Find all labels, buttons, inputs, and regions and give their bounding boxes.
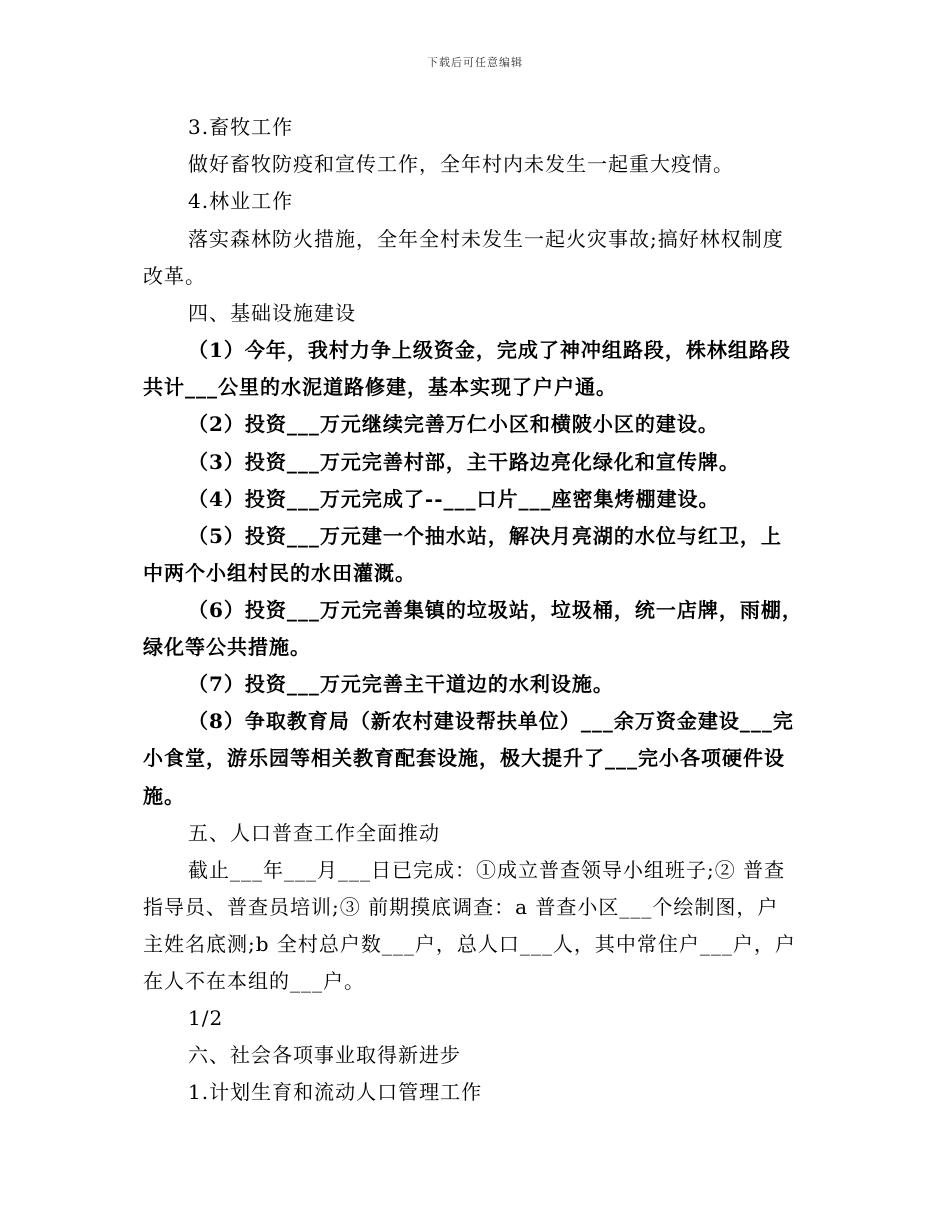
page-header: 下载后可任意编辑	[427, 56, 523, 69]
paragraph-line: （8）争取教育局（新农村建设帮扶单位）___余万资金建设___完	[188, 709, 794, 733]
page-number: 1/2	[188, 1006, 224, 1030]
paragraph-line: 改革。	[143, 264, 206, 288]
paragraph-line: 绿化等公共措施。	[143, 635, 311, 659]
heading-infrastructure: 四、基础设施建设	[188, 301, 356, 325]
paragraph-line: 主姓名底测;b 全村总户数___户，总人口___人，其中常住户___户，户	[143, 932, 796, 956]
heading-animal-husbandry: 3.畜牧工作	[188, 115, 294, 139]
paragraph-line: 在人不在本组的___户。	[143, 969, 365, 993]
heading-social-progress: 六、社会各项事业取得新进步	[188, 1043, 461, 1067]
paragraph-line: 指导员、普查员培训;③ 前期摸底调查：a 普查小区___个绘制图，户	[143, 895, 779, 919]
paragraph-line: （5）投资___万元建一个抽水站，解决月亮湖的水位与红卫，上	[188, 524, 782, 548]
paragraph-line: （7）投资___万元完善主干道边的水利设施。	[188, 672, 614, 696]
paragraph-line: 共计___公里的水泥道路修建，基本实现了户户通。	[143, 375, 617, 399]
paragraph-line: 截止___年___月___日已完成：①成立普查领导小组班子;② 普查	[188, 858, 786, 882]
paragraph-line: 小食堂，游乐园等相关教育配套设施，极大提升了___完小各项硬件设	[143, 746, 785, 770]
paragraph-line: （4）投资___万元完成了--___口片___座密集烤棚建设。	[188, 487, 720, 511]
heading-forestry: 4.林业工作	[188, 189, 294, 213]
paragraph-line: （1）今年，我村力争上级资金，完成了神冲组路段，株林组路段	[188, 338, 791, 362]
paragraph-line: 做好畜牧防疫和宣传工作，全年村内未发生一起重大疫情。	[188, 152, 734, 176]
heading-census: 五、人口普查工作全面推动	[188, 821, 440, 845]
paragraph-line: （3）投资___万元完善村部，主干路边亮化绿化和宣传牌。	[188, 450, 740, 474]
heading-family-planning: 1.计划生育和流动人口管理工作	[188, 1080, 483, 1104]
paragraph-line: 落实森林防火措施，全年全村未发生一起火灾事故;搞好林权制度	[188, 227, 784, 251]
paragraph-line: 施。	[143, 784, 185, 808]
paragraph-line: （2）投资___万元继续完善万仁小区和横陂小区的建设。	[188, 412, 719, 436]
paragraph-line: 中两个小组村民的水田灌溉。	[143, 561, 416, 585]
paragraph-line: （6）投资___万元完善集镇的垃圾站，垃圾桶，统一店牌，雨棚，	[188, 598, 803, 622]
